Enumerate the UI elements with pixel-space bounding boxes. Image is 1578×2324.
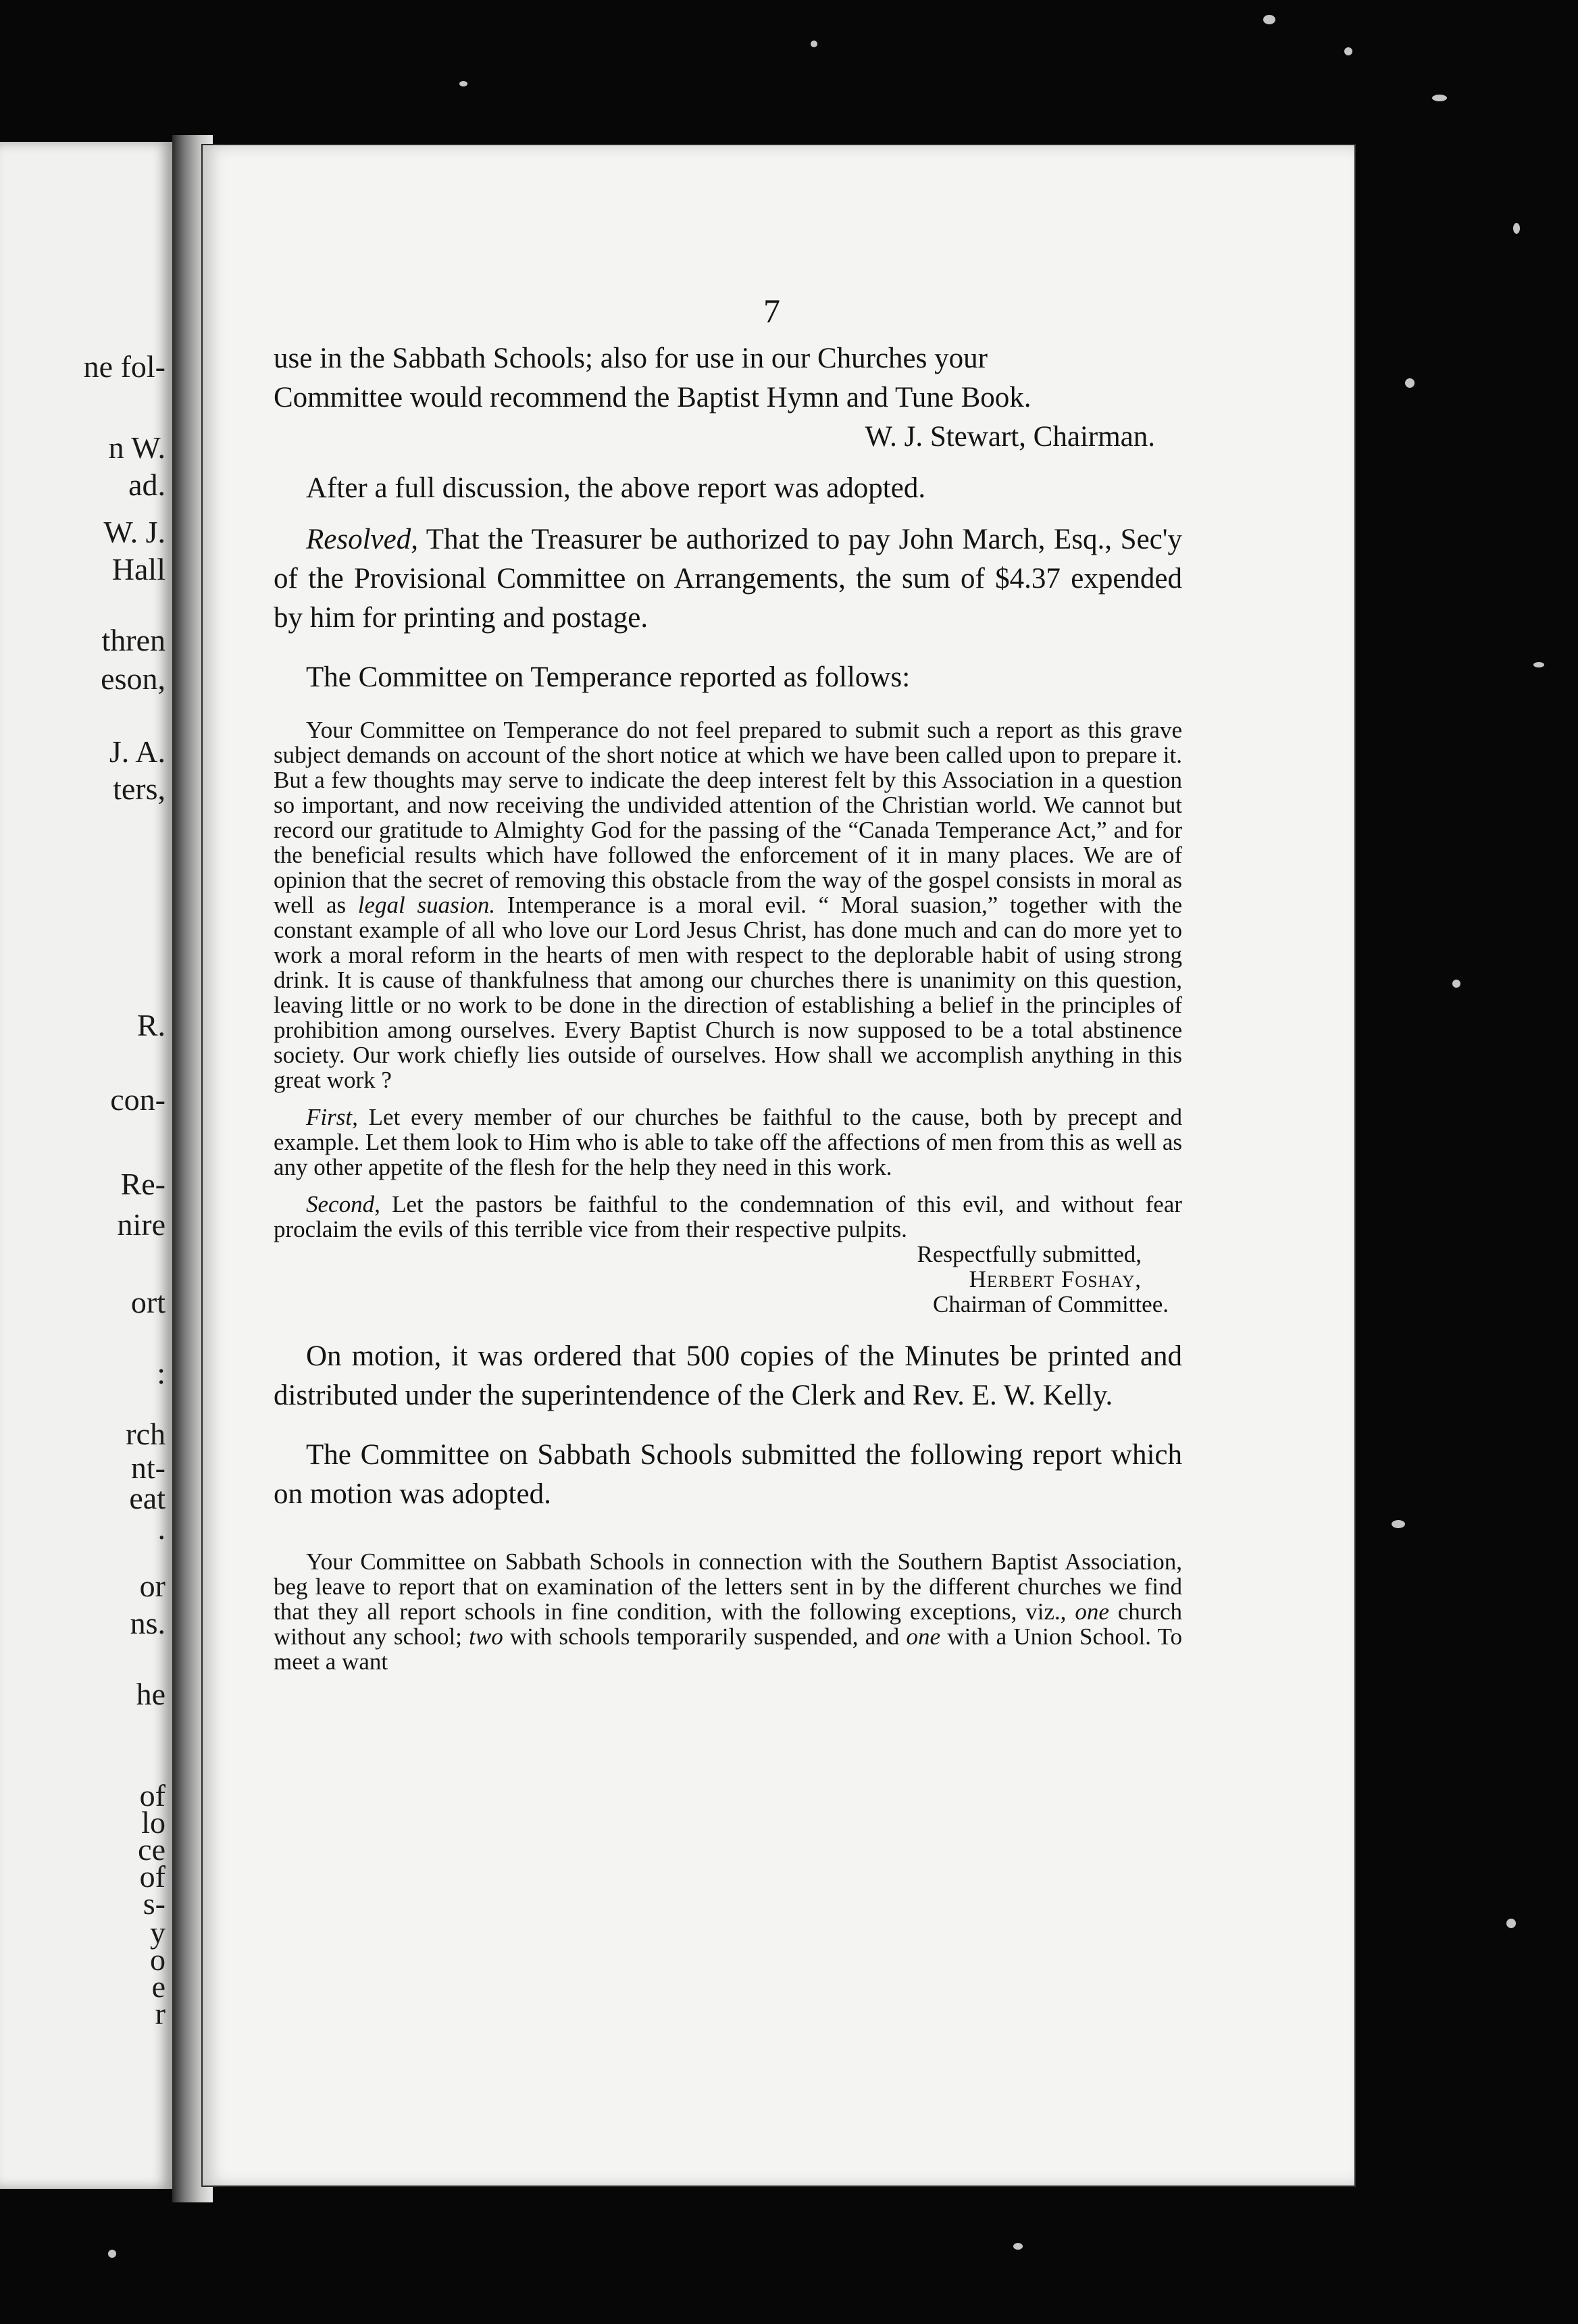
facing-line: or <box>139 1569 166 1603</box>
dust-speck <box>1013 2243 1023 2250</box>
facing-line: e <box>151 1969 166 2004</box>
minutes-motion: On motion, it was ordered that 500 copies of the Minutes be printed and distributed under the superintendence of the Clerk and Rev. E. W. Kelly. <box>274 1340 1182 1411</box>
facing-line: nt- <box>130 1450 166 1485</box>
dust-speck <box>1452 980 1460 988</box>
facing-line: ns. <box>130 1606 166 1640</box>
facing-line: r <box>155 1996 166 2031</box>
facing-line: ne fol- <box>83 349 166 384</box>
carryover-signature: W. J. Stewart, Chairman. <box>865 421 1155 453</box>
temperance-text: Intemperance is a moral evil. “ Moral suasion,” together with the constant example of all who love our Lord Jesus Christ, has done much and can do more yet to work a moral reform in the hearts of men with respect to the deplorable habit of using strong drink. It is cause of thankfulness that among our churches there is unanimity on this question, leaving little or no work to be done in the direction of establishing a belief in the principles of prohibition among ourselves. Every Baptist Church is now supposed to be a total abstinence society. Our work chiefly lies outside of ourselves. How shall we accomplish anything in this great work ? <box>274 892 1182 1093</box>
facing-line: J. A. <box>109 734 166 769</box>
facing-line: Re- <box>120 1167 166 1201</box>
facing-line: s- <box>143 1886 166 1921</box>
dust-speck <box>811 41 817 47</box>
resolution-text: That the Treasurer be authorized to pay John March, Esq., Sec'y of the Provisional Committee on Arrangements, the sum of $4.37 expended by him for printing and postage. <box>274 524 1182 634</box>
book-page <box>203 145 1354 2186</box>
sabbath-text: with schools temporarily suspended, and <box>503 1623 907 1650</box>
facing-line: o <box>150 1942 166 1977</box>
facing-line: y <box>150 1915 166 1950</box>
resolved-label: Resolved, <box>306 524 418 555</box>
facing-line: W. J. <box>103 515 166 549</box>
carryover-line: use in the Sabbath Schools; also for use in our Churches your <box>274 343 988 374</box>
facing-line: R. <box>136 1008 166 1042</box>
sabbath-heading: The Committee on Sabbath Schools submitted the following report which on motion was adopted. <box>274 1439 1182 1510</box>
dust-speck <box>1513 223 1520 234</box>
second-recommendation <box>274 1192 1182 1242</box>
second-label: Second, <box>306 1191 380 1217</box>
temperance-heading: The Committee on Temperance reported as follows: <box>306 661 911 693</box>
temperance-text: Your Committee on Temperance do not feel prepared to submit such a report as this grave subject demands on account of the short notice at which we have been called upon to prepare it. But a few thoughts may serve to indicate the deep interest felt by this Association in a question so important, and now receiving the undivided attention of the Christian world. We cannot but record our gratitude to Almighty God for the passing of the “Canada Temperance Act,” and for the beneficial results which have followed the enforcement of it in many places. We are of opinion that the secret of removing this obstacle from the way of the gospel consists in moral as well as <box>274 717 1182 918</box>
resolution-paragraph <box>274 520 1182 638</box>
dust-speck <box>1432 95 1447 101</box>
facing-line: : <box>157 1356 166 1390</box>
facing-line: . <box>157 1511 166 1546</box>
page-text <box>274 290 1182 1674</box>
facing-line: thren <box>101 623 166 657</box>
facing-page-fragment <box>0 142 172 2189</box>
sabbath-text: with a Union School. To meet a want <box>274 1623 1182 1675</box>
facing-line: con- <box>110 1082 166 1117</box>
sabbath-emphasis: one <box>906 1623 941 1650</box>
sabbath-text: Your Committee on Sabbath Schools in connection with the Southern Baptist Association, beg leave to report that on examination of the letters sent in by the different churches we find that they all report schools in fine condition, with the following exceptions, viz., <box>274 1548 1182 1625</box>
legal-suasion-emphasis: legal suasion. <box>357 892 496 918</box>
facing-line: of <box>139 1859 166 1894</box>
dust-speck <box>1263 15 1275 24</box>
facing-line: he <box>136 1677 166 1711</box>
dust-speck <box>1533 662 1544 667</box>
sabbath-emphasis: two <box>469 1623 503 1650</box>
page-number: 7 <box>763 292 780 330</box>
dust-speck <box>459 81 467 86</box>
facing-line: eat <box>129 1481 166 1515</box>
respectfully-submitted: Respectfully submitted, <box>917 1241 1142 1267</box>
facing-line: ort <box>130 1285 166 1319</box>
facing-line: lo <box>141 1805 166 1840</box>
facing-line: eson, <box>101 661 166 696</box>
dust-speck <box>108 2250 116 2258</box>
dust-speck <box>1392 1520 1405 1528</box>
sabbath-emphasis: one <box>1075 1598 1109 1625</box>
carryover-line: Committee would recommend the Baptist Hymn and Tune Book. <box>274 382 1032 413</box>
dust-speck <box>1405 378 1415 388</box>
adopted-statement: After a full discussion, the above report was adopted. <box>306 472 926 504</box>
temperance-signer-title: Chairman of Committee. <box>933 1291 1169 1317</box>
facing-line: of <box>139 1778 166 1813</box>
second-text: Let the pastors be faithful to the condemnation of this evil, and without fear proclaim the evils of this terrible vice from their respective pulpits. <box>274 1191 1182 1242</box>
first-recommendation <box>274 1105 1182 1180</box>
first-text: Let every member of our churches be faithful to the cause, both by precept and example. Let them look to Him who is able to take off the affections of men from this as well as any other appetite of the flesh for the help they need in this work. <box>274 1104 1182 1180</box>
sabbath-text: church without any school; <box>274 1598 1182 1650</box>
dust-speck <box>1344 47 1352 55</box>
facing-line: ce <box>138 1832 166 1867</box>
temperance-report-body <box>274 717 1182 1092</box>
temperance-signer-name: Herbert Foshay, <box>969 1266 1142 1292</box>
facing-line: n W. <box>108 430 166 465</box>
facing-line: rch <box>126 1417 166 1451</box>
facing-line: Hall <box>111 552 166 586</box>
first-label: First, <box>306 1104 358 1130</box>
sabbath-report-body <box>274 1549 1182 1674</box>
dust-speck <box>1506 1919 1516 1928</box>
facing-line: nire <box>117 1207 166 1242</box>
facing-line: ters, <box>113 772 166 806</box>
facing-line: ad. <box>128 468 166 502</box>
